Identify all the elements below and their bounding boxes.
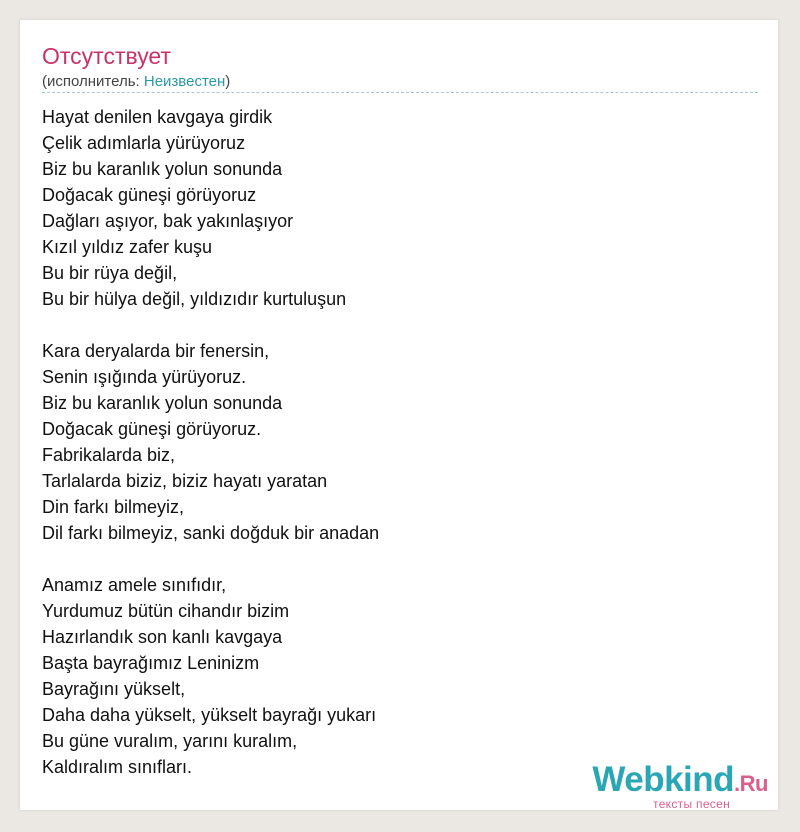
lyric-line: Kızıl yıldız zafer kuşu [42,237,213,257]
lyric-line: Kara deryalarda bir fenersin, [42,341,270,361]
lyric-line: Doğacak güneşi görüyoruz [42,185,257,205]
lyric-line: Anamız amele sınıfıdır, [42,575,227,595]
artist-prefix: (исполнитель: [42,73,144,90]
lyric-line: Yurdumuz bütün cihandır bizim [42,601,290,621]
logo-name: Webkind [592,760,735,799]
lyric-line: Bayrağını yükselt, [42,679,186,699]
stanza-1 [42,104,379,312]
stanza-2 [42,338,379,546]
artist-line [42,73,230,91]
lyric-line: Biz bu karanlık yolun sonunda [42,393,283,413]
lyric-line: Biz bu karanlık yolun sonunda [42,159,283,179]
lyric-line: Bu güne vuralım, yarını kuralım, [42,731,298,751]
lyric-line: Senin ışığında yürüyoruz. [42,367,247,387]
stanza-3 [42,572,379,780]
artist-link[interactable]: Неизвестен [143,73,226,90]
lyric-line: Bu bir rüya değil, [42,263,178,283]
lyric-line: Hayat denilen kavgaya girdik [42,107,273,127]
logo-tagline: тексты песен [653,797,730,811]
logo-wordmark [592,760,768,801]
artist-suffix: ) [225,73,231,90]
lyric-line: Başta bayrağımız Leninizm [42,653,260,673]
lyric-line: Din farkı bilmeyiz, [42,497,185,517]
lyric-line: Hazırlandık son kanlı kavgaya [42,627,283,647]
lyric-line: Çelik adımlarla yürüyoruz [42,133,246,153]
lyric-line: Dağları aşıyor, bak yakınlaşıyor [42,211,294,231]
lyric-line: Daha daha yükselt, yükselt bayrağı yukarı [42,705,377,725]
dashed-divider [42,92,758,93]
song-title: Отсутствует [42,43,171,69]
lyric-line: Dil farkı bilmeyiz, sanki doğduk bir anadan [42,523,380,543]
lyric-line: Bu bir hülya değil, yıldızıdır kurtuluşun [42,289,347,309]
lyrics-body [42,104,379,780]
lyric-line: Kaldıralım sınıfları. [42,757,193,777]
lyric-line: Tarlalarda biziz, biziz hayatı yaratan [42,471,328,491]
lyric-line: Fabrikalarda biz, [42,445,176,465]
logo-tld: .Ru [734,771,768,796]
lyric-line: Doğacak güneşi görüyoruz. [42,419,262,439]
site-logo[interactable] [592,760,768,811]
lyrics-card [20,20,778,810]
